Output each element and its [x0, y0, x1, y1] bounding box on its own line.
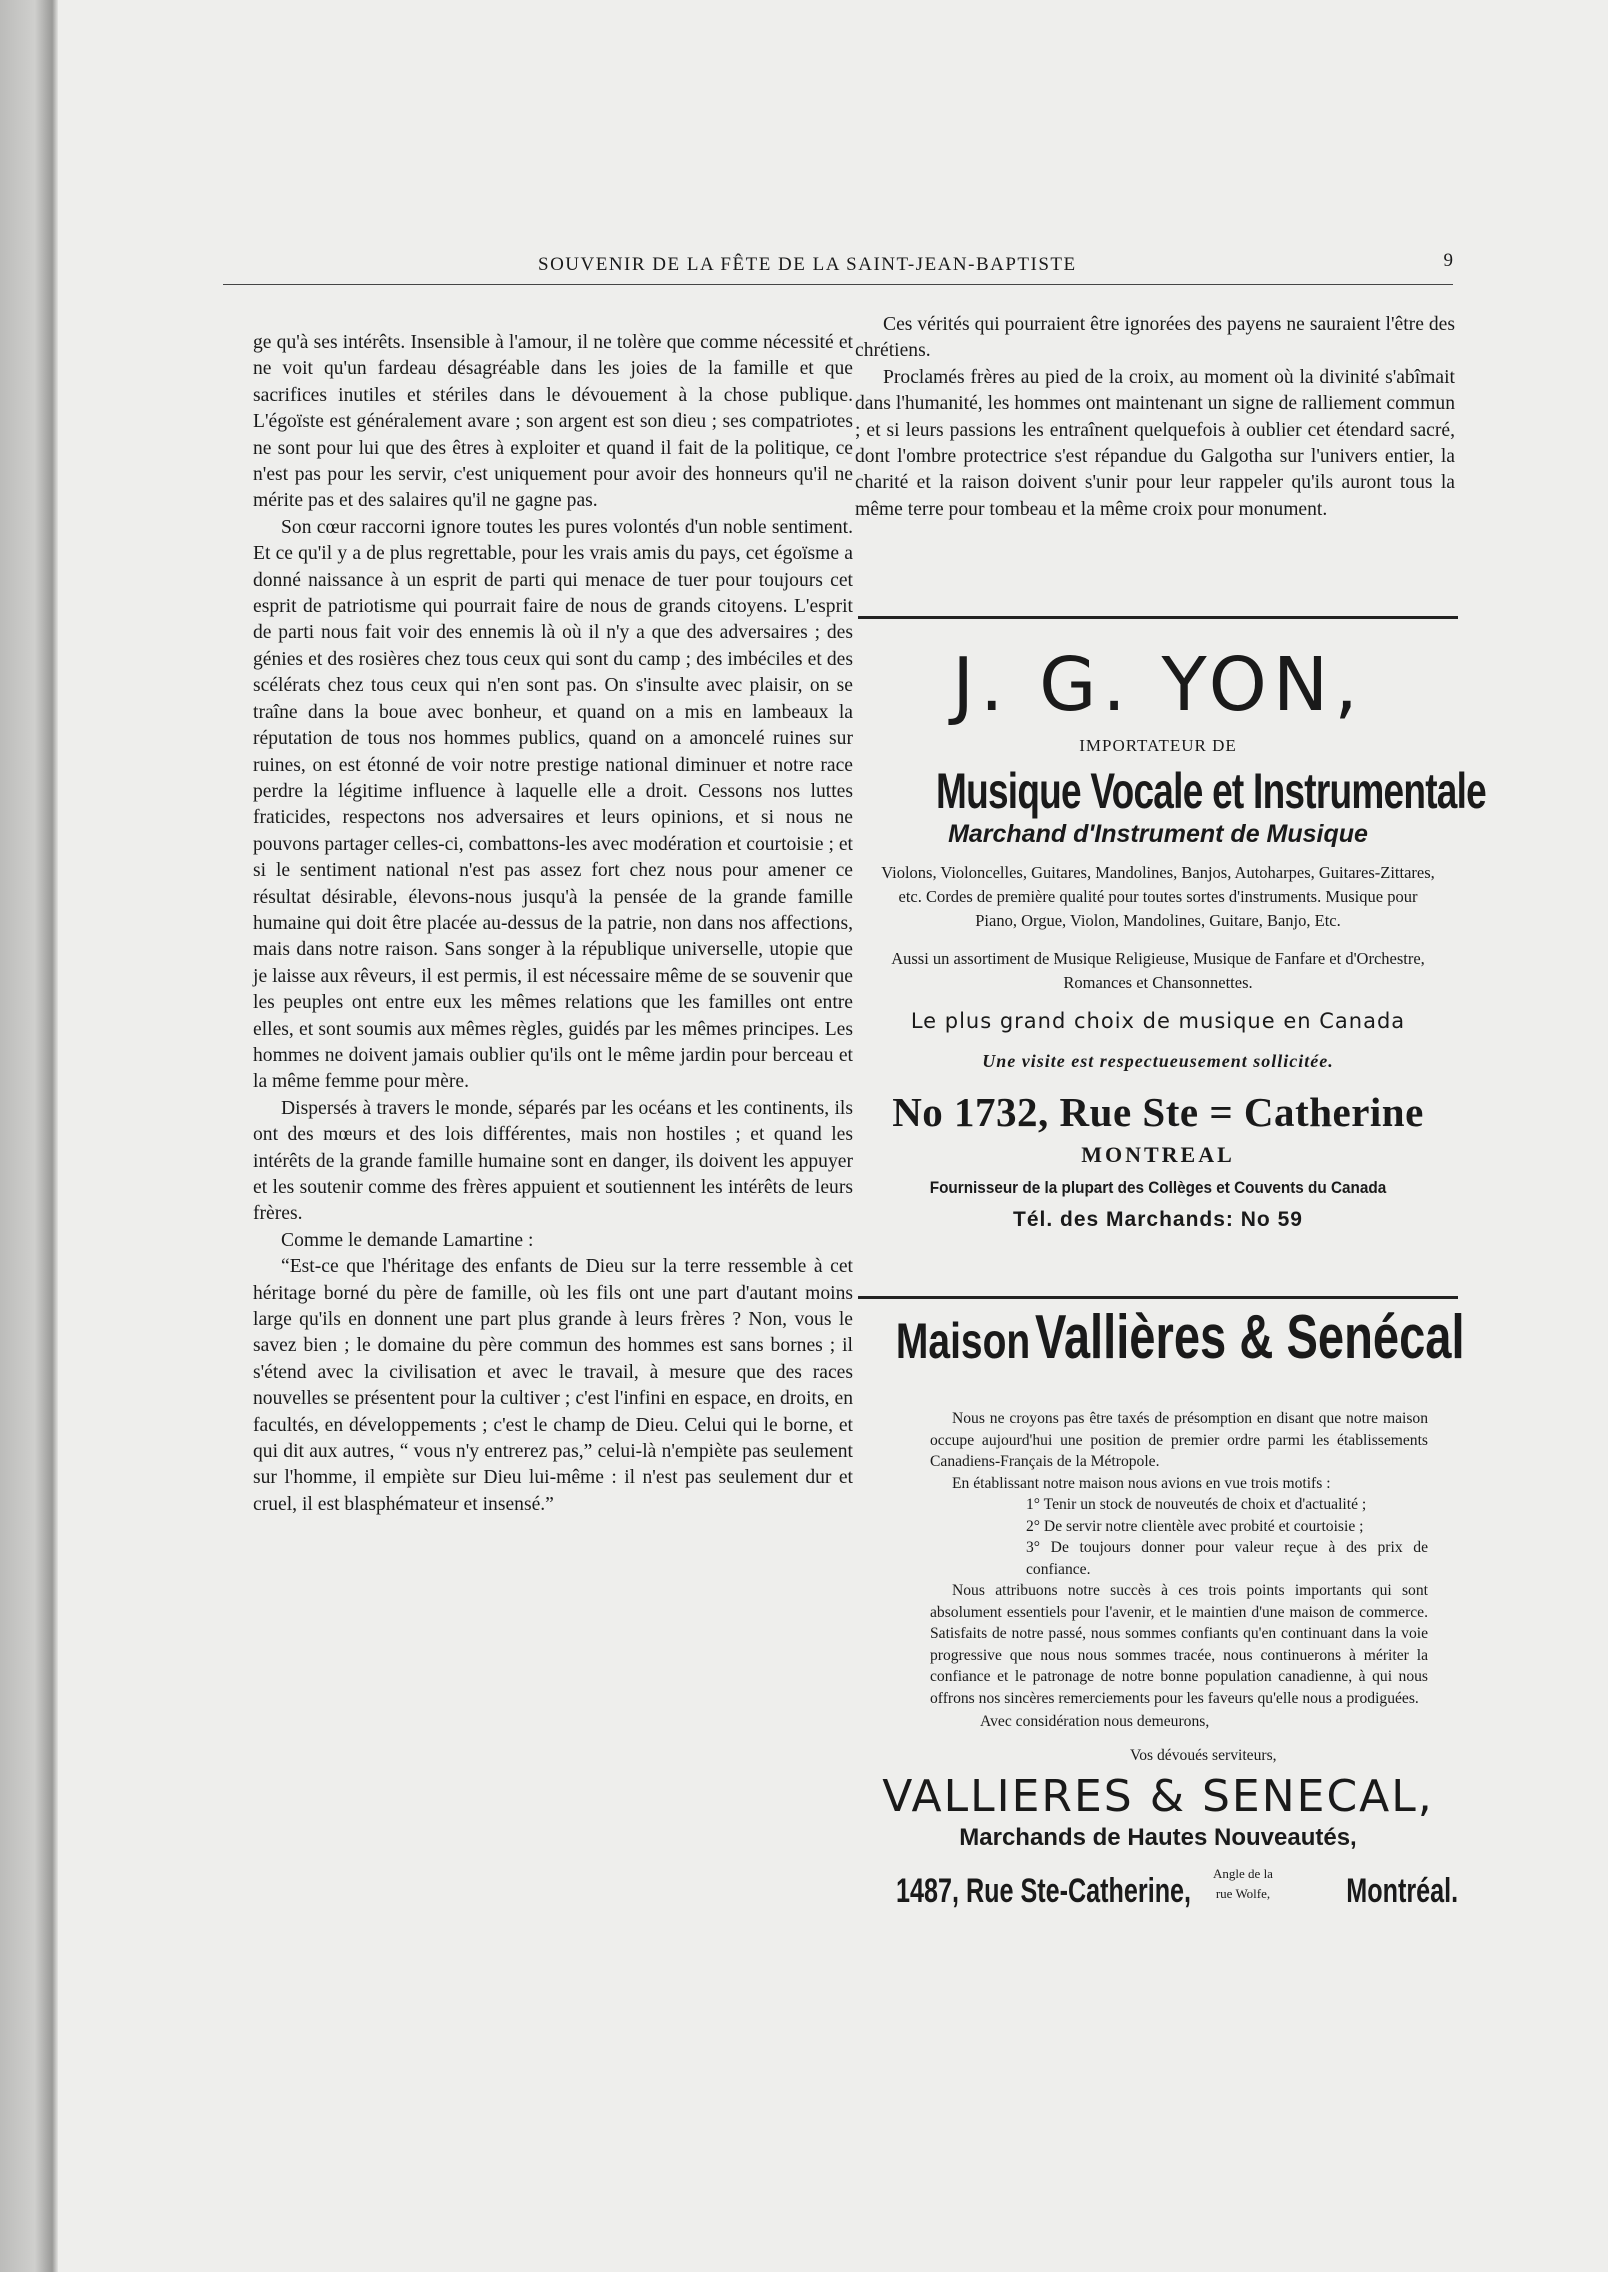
yon-supplier-line: Fournisseur de la plupart des Collèges et Couvents du Canada: [929, 1178, 1387, 1197]
yon-name: J. G. YON,: [952, 642, 1364, 728]
vs-motive: 2° De servir notre clientèle avec probité et courtoisie ;: [1026, 1517, 1364, 1535]
vs-city: Montréal.: [1346, 1872, 1458, 1910]
vs-corner-line1: Angle de la: [1213, 1866, 1273, 1881]
yon-subtitle: IMPORTATEUR DE: [1079, 736, 1237, 755]
vs-closing: Avec considération nous demeurons,: [980, 1713, 1210, 1730]
yon-assortment: Aussi un assortiment de Musique Religieuse, Musique de Fanfare et d'Orchestre, Romances et Chansonnettes.: [891, 949, 1425, 992]
vs-headline: [858, 1298, 1465, 1394]
vs-trade: Marchands de Hautes Nouveautés,: [959, 1824, 1357, 1851]
vs-motive: 1° Tenir un stock de nouveutés de choix et d'actualité ;: [1026, 1496, 1367, 1513]
yon-visit-line: Une visite est respectueusement sollicitée.: [982, 1051, 1334, 1071]
vs-motives-intro: En établissant notre maison nous avions en vue trois motifs :: [952, 1474, 1331, 1492]
page-number: 9: [1443, 250, 1453, 271]
vs-corner-line2: rue Wolfe,: [1215, 1886, 1271, 1901]
paragraph: Ces vérités qui pourraient être ignorées des payens ne sauraient l'être des chrétiens.: [855, 314, 1455, 362]
yon-headline: Musique Vocale et Instrumentale: [936, 763, 1487, 819]
vs-corner: [1188, 1864, 1298, 1904]
yon-advertisement: [858, 640, 1487, 1232]
vs-street: 1487, Rue Ste-Catherine,: [896, 1872, 1192, 1910]
vs-maison: Maison: [895, 1313, 1031, 1369]
paragraph: Dispersés à travers le monde, séparés par les océans et les continents, ils ont des mœurs et des lois différentes, mais non hostiles ; et quand les intérêts de la grande famille humaine sont en danger, ils doivent les appuyer et les soutenir comme des frères appuient et soutiennent les intérêts de leurs frères.: [253, 1097, 853, 1225]
vallieres-senecal-advertisement: [858, 1298, 1465, 1918]
yon-product-list: Violons, Violoncelles, Guitares, Mandolines, Banjos, Autoharpes, Guitares-Zittares, etc. Cordes de première qualité pour toutes sortes d'instruments. Musique pour Piano, Orgue, Violon, Mandolines, Guitare, Banjo, Etc.: [881, 863, 1435, 930]
paragraph: Proclamés frères au pied de la croix, au moment où la divinité s'abîmait dans l'humanité, les hommes ont maintenant un signe de ralliement commun ; et si leurs passions les entraînent quelquefois à oublier cet étendard sacré, dont l'ombre protectrice s'est répandue du Galgotha sur l'univers entier, la charité et la raison doivent s'unir pour leur rappeler qu'ils auront tous la même terre pour tombeau et la même croix pour monument.: [855, 366, 1455, 520]
vs-motive: 3° De toujours donner pour valeur reçue à des prix de confiance.: [1026, 1539, 1428, 1578]
vs-success: Nous attribuons notre succès à ces trois points importants qui sont absolument essentiels pour l'avenir, et le maintien d'une maison de commerce. Satisfaits de notre passé, nous sommes confiants qu'en continuant dans la voie progressive que nous nous sommes tracée, nous continuerons à mériter la confiance et le patronage de notre bonne population canadienne, à qui nous offrons nos sincères remerciements pour les faveurs qu'elle nous a prodiguées.: [930, 1582, 1428, 1707]
running-head: [223, 250, 1453, 285]
document-page: [58, 0, 1608, 2272]
quotation-paragraph: “Est-ce que l'héritage des enfants de Dieu sur la terre ressemble à cet héritage borné du père de famille, où les fils ont une part d'autant moins large qu'ils en donnent une part plus grande à leurs frères ? Non, vous le savez bien ; le domaine du père commun des hommes est sans bornes ; il s'étend avec la civilisation et avec le travail, à mesure que des races nouvelles se présentent pour la cultiver ; c'est l'infini en espace, en droits, en facultés, en développements ; c'est le champ de Dieu. Celui qui le borne, et qui dit aux autres, “ vous n'y entrerez pas,” celui-là n'empiète pas seulement sur l'homme, il empiète sur Dieu lui-même : il n'est pas seulement dur et cruel, il est blasphémateur et insensé.”: [253, 1256, 853, 1515]
running-title: SOUVENIR DE LA FÊTE DE LA SAINT-JEAN-BAPTISTE: [538, 254, 1077, 275]
yon-city: MONTREAL: [1081, 1142, 1235, 1167]
paragraph: ge qu'à ses intérêts. Insensible à l'amour, il ne tolère que comme nécessité et ne voit qu'un fardeau désagréable dans les joies de la famille et que sacrifices inutiles et stériles dans le dévouement à la chose publique. L'égoïste est généralement avare ; son argent est son dieu ; ses compatriotes ne sont pour lui que des êtres à exploiter et quand il fait de la politique, ce n'est pas pour les servir, c'est uniquement pour avoir des honneurs qu'il ne mérite pas et des salaires qu'il ne gagne pas.: [253, 332, 853, 512]
ad-divider-top: [858, 616, 1458, 619]
vs-sign: Vos dévoués serviteurs,: [1130, 1747, 1277, 1764]
paragraph: Comme le demande Lamartine :: [281, 1229, 534, 1251]
yon-phone: Tél. des Marchands: No 59: [1013, 1208, 1303, 1231]
vs-intro: Nous ne croyons pas être taxés de présomption en disant que notre maison occupe aujourd'hui une position de premier ordre parmi les établissements Canadiens-Français de la Métropole.: [930, 1410, 1428, 1470]
yon-merchant: Marchand d'Instrument de Musique: [948, 820, 1368, 848]
vs-names: Vallières & Senécal: [1034, 1303, 1465, 1372]
paragraph: Son cœur raccorni ignore toutes les pures volontés d'un noble sentiment. Et ce qu'il y a de plus regrettable, pour les vrais amis du pays, cet égoïsme a donné naissance à un esprit de parti qui menace de tuer pour toujours cet esprit de patriotisme qui pourrait faire de nous de grands citoyens. L'esprit de parti nous fait voir des ennemis là où il n'y a que des adversaires ; des génies et des rosières chez tous ceux qui sont du camp ; des imbéciles et des scélérats chez tous ceux qui n'en sont pas. On s'insulte avec plaisir, on se traîne dans la boue avec bonheur, et quand on a mis en lambeaux la réputation de tous nos hommes publics, quand on a amoncelé ruines sur ruines, on est étonné de voir notre prestige national diminuer et notre race perdre la légitime influence à laquelle elle a droit. Cessons nos luttes fraticides, respectons nos adversaires et leurs opinions, et si nous ne pouvons partager celles-ci, combattons-les avec modération et courtoisie ; et si le sentiment national n'est pas assez fort chez nous pour amener ce résultat désirable, élevons-nous jusqu'à la pensée de la grande famille humaine qui doit être placée au-dessus de la patrie, non dans nos affections, mais dans notre raison. Sans songer à la république universelle, utopie que je laisse aux rêveurs, il est permis, il est nécessaire même de se souvenir que les peuples ont entre eux les mêmes relations que les familles ont entre elles, et sont soumis aux mêmes règles, guidés par les mêmes principes. Les hommes ne doivent jamais oublier qu'ils ont le même jardin pour berceau et la même femme pour mère.: [253, 516, 853, 1093]
right-column: [855, 312, 1455, 523]
left-column: [253, 330, 853, 1518]
yon-address: No 1732, Rue Ste = Catherine: [892, 1089, 1424, 1135]
scan-edge: [0, 0, 58, 2272]
vs-company: VALLIERES & SENECAL,: [882, 1771, 1434, 1822]
yon-choice-slogan: Le plus grand choix de musique en Canada: [910, 1009, 1406, 1033]
vs-body: [930, 1408, 1428, 1709]
vs-footer: [858, 1858, 1458, 1918]
